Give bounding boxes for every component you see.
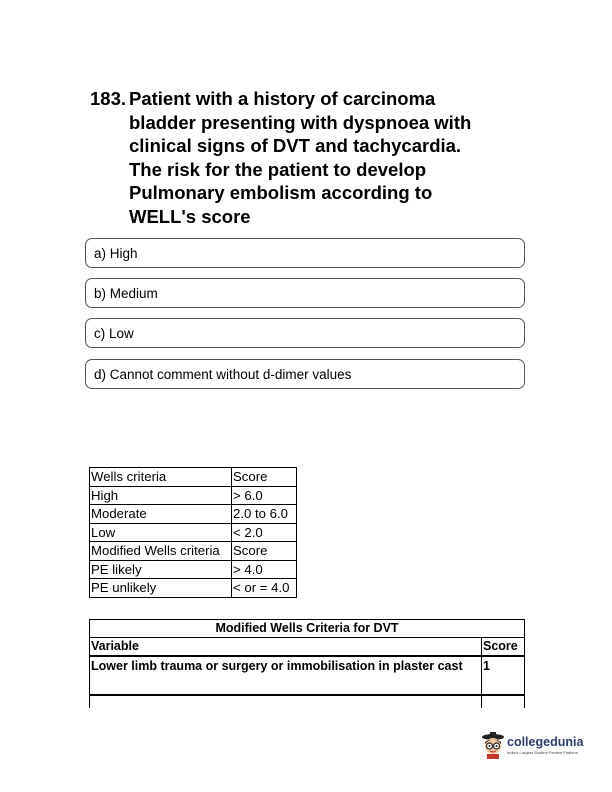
question-line-3: clinical signs of DVT and tachycardia. [129,135,462,157]
table-cell: > 4.0 [232,560,297,579]
column-header-variable: Variable [90,638,482,657]
collegedunia-logo [481,731,591,761]
table-cell: Modified Wells criteria [90,542,232,561]
option-b[interactable]: b) Medium [85,278,525,308]
table-row [90,579,297,598]
table-cell: PE unlikely [90,579,232,598]
table-cell: < 2.0 [232,523,297,542]
question-number: 183. [90,88,127,109]
question-line-2: bladder presenting with dyspnoea with [129,111,472,133]
table-cell: Low [90,523,232,542]
column-header-score: Score [482,638,525,657]
table-cell: Score [232,468,297,487]
option-c[interactable]: c) Low [85,318,525,348]
table-row [90,505,297,524]
table-cell: Moderate [90,505,232,524]
question-line-1: Patient with a history of carcinoma [129,88,436,109]
table-cell [482,695,525,708]
table-cell: Score [232,542,297,561]
table-row [90,656,525,695]
table-title: Modified Wells Criteria for DVT [90,620,525,638]
table-title-row [90,620,525,638]
table-cell: 1 [482,656,525,695]
table-cell: Wells criteria [90,468,232,487]
table-row [90,542,297,561]
option-d[interactable]: d) Cannot comment without d-dimer values [85,359,525,389]
question-line-5: Pulmonary embolism according to [129,182,433,204]
table-row-empty [90,695,525,708]
table-row [90,486,297,505]
question-line-4: The risk for the patient to develop [129,158,427,180]
table-cell: PE likely [90,560,232,579]
logo-tagline: India's Largest Student Review Platform [507,750,579,755]
table-cell: 2.0 to 6.0 [232,505,297,524]
table-row [90,523,297,542]
option-a[interactable]: a) High [85,238,525,268]
table-header-row [90,638,525,657]
table-cell: > 6.0 [232,486,297,505]
table-cell: High [90,486,232,505]
table-row [90,560,297,579]
wells-criteria-table [89,467,297,598]
table-cell: Lower limb trauma or surgery or immobilisation in plaster cast [90,656,482,695]
table-cell: < or = 4.0 [232,579,297,598]
dvt-criteria-table [89,619,525,708]
logo-name: collegedunia [507,735,584,749]
question [90,87,530,229]
table-cell [90,695,482,708]
table-row [90,468,297,487]
mascot-icon [481,731,505,759]
question-line-6: WELL's score [129,205,251,227]
